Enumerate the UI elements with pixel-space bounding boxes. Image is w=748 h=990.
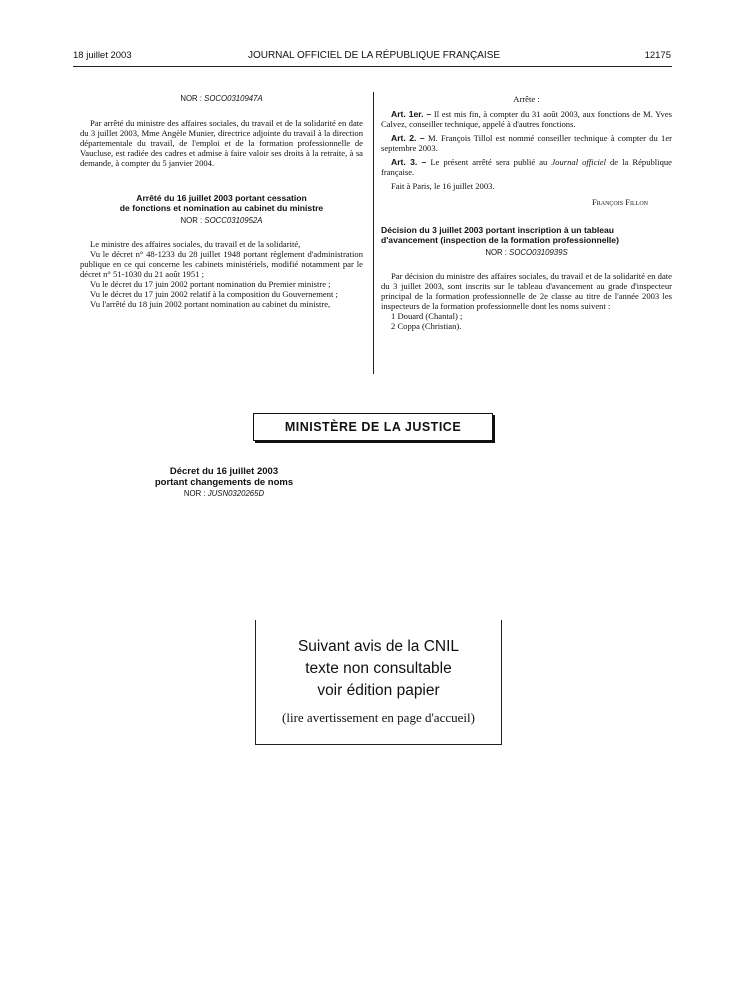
- right-column: [381, 94, 672, 331]
- cnil-notice-line: Suivant avis de la CNIL: [297, 638, 460, 655]
- cnil-notice-line: texte non consultable: [305, 660, 452, 677]
- article-2: Art. 2. – M. François Tillol est nommé conseiller technique à compter du 1er septembre 2003.: [381, 133, 672, 153]
- arrete-label: Arrête :: [513, 94, 540, 104]
- fait-a-paris: Fait à Paris, le 16 juillet 2003.: [391, 181, 495, 191]
- cnil-notice-line: voir édition papier: [317, 682, 440, 699]
- nor-reference: NOR : SOCO0310947A: [180, 94, 263, 103]
- signature: François Fillon: [591, 197, 648, 207]
- section-title-decision: Décision du 3 juillet 2003 portant inscription à un tableau d'avancement (inspection de la formation professionnelle): [381, 225, 619, 245]
- visa-line: Vu le décret du 17 juin 2002 relatif à la composition du Gouvernement ;: [90, 289, 338, 299]
- paragraph-decision: Par décision du ministre des affaires sociales, du travail et de la solidarité en date du 3 juillet 2003, sont inscrits sur le tableau d'avancement au grade d'inspecteur principal de la formation professionnelle de 2e classe au titre de l'année 2003 les inspecteurs de la formation professionnelle dont les noms suivent :: [381, 271, 672, 311]
- nor-reference: NOR : SOCO0310939S: [485, 248, 568, 257]
- column-divider: [373, 92, 374, 374]
- cnil-notice-note: (lire avertissement en page d'accueil): [282, 710, 475, 725]
- header-journal-title: JOURNAL OFFICIEL DE LA RÉPUBLIQUE FRANÇAISE: [247, 50, 501, 61]
- section-title-arrete: Arrêté du 16 juillet 2003 portant cessation de fonctions et nomination au cabinet du ministre: [119, 193, 324, 213]
- visas-list: [80, 239, 363, 309]
- header-rule: [73, 66, 672, 67]
- visa-line: Le ministre des affaires sociales, du travail et de la solidarité,: [90, 239, 301, 249]
- decret-title-line: Décret du 16 juillet 2003: [169, 466, 279, 477]
- name-entry: 1 Douard (Chantal) ;: [391, 311, 463, 321]
- article-3: Art. 3. – Le présent arrêté sera publié au Journal officiel de la République française.: [381, 157, 672, 177]
- header-page-number: 12175: [644, 50, 671, 61]
- nor-reference: NOR : JUSN0320265D: [183, 489, 265, 498]
- article-1: Art. 1er. – Il est mis fin, à compter du 31 août 2003, aux fonctions de M. Yves Calvez, conseiller technique, appelé à d'autres fonctions.: [381, 109, 672, 129]
- visa-line: Vu l'arrêté du 18 juin 2002 portant nomination au cabinet du ministre,: [90, 299, 331, 309]
- visa-line: Vu le décret du 17 juin 2002 portant nomination du Premier ministre ;: [90, 279, 331, 289]
- left-column: [80, 94, 363, 309]
- cnil-notice-box: [255, 620, 502, 745]
- decret-heading: [120, 466, 328, 498]
- ministry-heading: MINISTÈRE DE LA JUSTICE: [253, 413, 493, 441]
- name-entry: 2 Coppa (Christian).: [391, 321, 462, 331]
- nor-reference: NOR : SOCC0310952A: [180, 216, 263, 225]
- paragraph-radiation: Par arrêté du ministre des affaires sociales, du travail et de la solidarité en date du 3 juillet 2003, Mme Angèle Munier, directrice adjointe du travail à la direction départementale du travail, de l'emploi et de la formation professionnelle de Vaucluse, est radiée des cadres et admise à faire valoir ses droits à la retraite, à sa demande, à compter du 5 janvier 2004.: [80, 118, 363, 168]
- visa-line: Vu le décret n° 48-1233 du 28 juillet 1948 portant règlement d'administration publique en ce qui concerne les cabinets ministériels, modifié notamment par le décret n° 51-1030 du 21 août 1951 ;: [80, 249, 363, 279]
- decret-title-line: portant changements de noms: [154, 477, 294, 488]
- header-date: 18 juillet 2003: [73, 50, 132, 61]
